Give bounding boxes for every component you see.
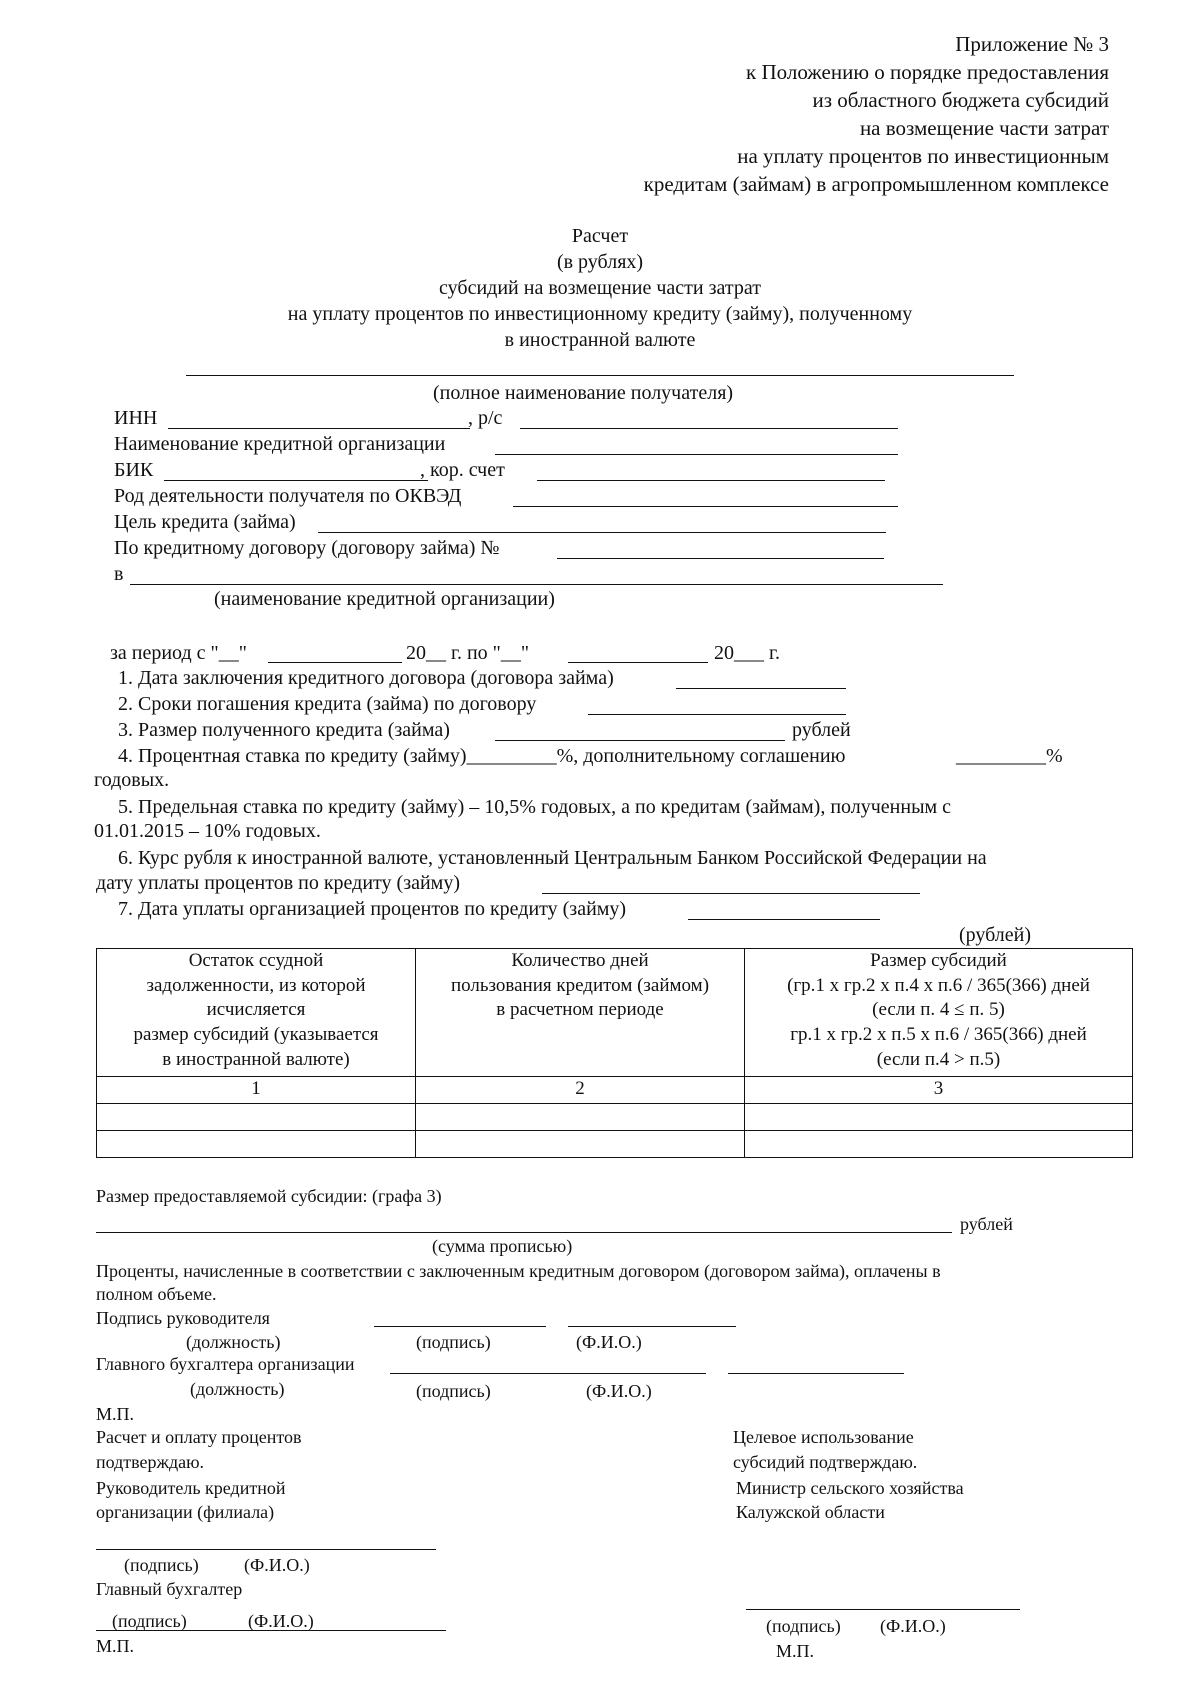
confirm-line: организации (филиала) [96, 1502, 275, 1522]
table-number-row [97, 1077, 1133, 1104]
bank-field[interactable] [130, 584, 943, 585]
head-fio-line[interactable] [568, 1326, 736, 1327]
header-line: кредитам (займам) в агропромышленном комплексе [643, 172, 1109, 196]
confirm-line: Руководитель кредитной [96, 1478, 286, 1498]
item-2-label: 2. Сроки погашения кредита (займа) по договору [118, 693, 537, 715]
okved-label: Род деятельности получателя по ОКВЭД [114, 485, 462, 507]
item-7-field[interactable] [688, 919, 880, 920]
item-4-suffix: годовых. [94, 769, 170, 791]
recipient-caption: (полное наименование получателя) [433, 382, 734, 404]
goal-field[interactable] [318, 532, 886, 533]
okved-field[interactable] [513, 506, 898, 507]
item-7-label: 7. Дата уплаты организацией процентов по кредиту (займу) [118, 898, 627, 920]
goal-label: Цель кредита (займа) [114, 511, 296, 533]
item-4-additional-field[interactable]: _________% [956, 745, 1063, 767]
post-caption: (должность) [190, 1379, 285, 1399]
table-cell[interactable] [745, 1104, 1133, 1131]
col-3-number: 3 [745, 1077, 1133, 1104]
contract-label: По кредитному договору (договору займа) № [114, 537, 500, 559]
bank-in-label: в [114, 563, 124, 585]
item-6-cont: дату уплаты процентов по кредиту (займу) [96, 872, 460, 894]
bank-name-field[interactable] [495, 454, 898, 455]
item-3-label: 3. Размер полученного кредита (займа) [118, 719, 450, 741]
fio-caption: (Ф.И.О.) [586, 1381, 652, 1401]
item-6-label: 6. Курс рубля к иностранной валюте, установленный Центральным Банком Российской Федерации на [118, 847, 987, 869]
col-3-header: Размер субсидий (гр.1 х гр.2 х п.4 х п.6 / 365(366) дней (если п. 4 ≤ п. 5) гр.1 х гр.2 х п.5 х п.6 / 365(366) дней (если п.4 > п.5) [745, 949, 1133, 1077]
head-signature-line[interactable] [374, 1326, 546, 1327]
table-unit: (рублей) [959, 924, 1032, 946]
signature-caption: (подпись) [416, 1381, 491, 1401]
minister-signature-line[interactable] [746, 1609, 1020, 1610]
rs-field[interactable] [520, 428, 898, 429]
chief-accountant-signature-line[interactable] [390, 1373, 706, 1374]
paid-statement: Проценты, начисленные в соответствии с заключенным кредитным договором (договором займа), оплачены в [96, 1261, 941, 1281]
fio-caption: (Ф.И.О.) [576, 1332, 642, 1352]
fio-caption: (Ф.И.О.) [248, 1611, 314, 1631]
confirm-line: подтверждаю. [96, 1452, 205, 1472]
header-line: на уплату процентов по инвестиционным [737, 144, 1109, 168]
head-sign-label: Подпись руководителя [96, 1308, 270, 1328]
subsidy-size-label: Размер предоставляемой субсидии: (графа 3) [96, 1186, 442, 1206]
table-row [97, 1104, 1133, 1131]
title-line: на уплату процентов по инвестиционному кредиту (займу), полученному [287, 303, 913, 325]
item-2-field[interactable] [588, 714, 846, 715]
recipient-name-field[interactable] [186, 375, 1014, 376]
item-5-label: 5. Предельная ставка по кредиту (займу) – 10,5% годовых, а по кредитам (займам), полученным с [118, 796, 952, 818]
col-2-header: Количество дней пользования кредитом (займом) в расчетном периоде [416, 949, 745, 1077]
period-from-label: за период с "__" [110, 642, 247, 664]
signature-caption: (подпись) [766, 1616, 841, 1636]
bank-caption: (наименование кредитной организации) [214, 588, 555, 610]
sum-caption: (сумма прописью) [432, 1236, 573, 1256]
bank-name-label: Наименование кредитной организации [114, 433, 446, 455]
header-line: на возмещение части затрат [859, 116, 1109, 140]
bank-head-signature-line[interactable] [96, 1549, 436, 1550]
appendix-number: Приложение № 3 [955, 32, 1109, 56]
inn-field[interactable] [168, 428, 470, 429]
item-5-cont: 01.01.2015 – 10% годовых. [94, 820, 321, 842]
rs-label: , р/с [468, 407, 503, 429]
fio-caption: (Ф.И.О.) [244, 1555, 310, 1575]
period-from-month-field[interactable] [268, 662, 402, 663]
stamp-place: М.П. [96, 1404, 135, 1424]
period-year-label: 20___ г. [714, 642, 780, 664]
ministry-confirm-line: Министр сельского хозяйства [736, 1478, 964, 1498]
item-1-label: 1. Дата заключения кредитного договора (договора займа) [118, 667, 614, 689]
paid-statement-cont: полном объеме. [96, 1284, 217, 1304]
chief-accountant-label: Главного бухгалтера организации [96, 1354, 355, 1374]
table-row [97, 1131, 1133, 1158]
fio-caption: (Ф.И.О.) [880, 1616, 946, 1636]
col-1-number: 1 [97, 1077, 416, 1104]
item-3-unit: рублей [792, 719, 851, 741]
ministry-confirm-line: субсидий подтверждаю. [733, 1452, 918, 1472]
table-cell[interactable] [745, 1131, 1133, 1158]
table-cell[interactable] [416, 1131, 745, 1158]
item-3-field[interactable] [495, 740, 785, 741]
page-title: Расчет [571, 225, 629, 247]
bank-chief-accountant-label: Главный бухгалтер [96, 1579, 243, 1599]
signature-caption: (подпись) [416, 1332, 491, 1352]
ministry-confirm-line: Целевое использование [733, 1427, 914, 1447]
header-line: к Положению о порядке предоставления [746, 60, 1109, 84]
kor-account-field[interactable] [537, 480, 885, 481]
item-1-field[interactable] [676, 688, 846, 689]
subsidy-sum-unit: рублей [960, 1214, 1013, 1234]
col-2-number: 2 [416, 1077, 745, 1104]
item-4-label: 4. Процентная ставка по кредиту (займу)_________%, дополнительному соглашению [118, 745, 846, 767]
item-6-field[interactable] [542, 893, 920, 894]
inn-label: ИНН [114, 407, 158, 429]
stamp-place: М.П. [776, 1641, 815, 1661]
stamp-place: М.П. [96, 1636, 135, 1656]
title-line: в иностранной валюте [504, 329, 696, 351]
post-caption: (должность) [186, 1332, 281, 1352]
confirm-line: Расчет и оплату процентов [96, 1427, 302, 1447]
table-header-row [97, 949, 1133, 1077]
table-cell[interactable] [97, 1104, 416, 1131]
signature-caption: (подпись) [124, 1555, 199, 1575]
subsidy-table [96, 948, 1133, 1158]
kor-label: , кор. счет [420, 459, 505, 481]
header-line: из областного бюджета субсидий [812, 88, 1109, 112]
table-cell[interactable] [97, 1131, 416, 1158]
subsidy-sum-field[interactable] [96, 1232, 952, 1233]
chief-accountant-fio-line[interactable] [728, 1373, 904, 1374]
period-to-month-field[interactable] [568, 662, 708, 663]
ministry-confirm-line: Калужской области [736, 1502, 885, 1522]
table-cell[interactable] [416, 1104, 745, 1131]
title-line: субсидий на возмещение части затрат [439, 277, 761, 299]
bik-field[interactable] [164, 480, 428, 481]
period-to-label: 20__ г. по "__" [406, 642, 529, 664]
contract-number-field[interactable] [557, 558, 884, 559]
title-line: (в рублях) [556, 251, 644, 273]
col-1-header: Остаток ссудной задолженности, из которой исчисляется размер субсидий (указывается в иностранной валюте) [97, 949, 416, 1077]
signature-caption: (подпись) [112, 1611, 187, 1631]
bik-label: БИК [114, 459, 154, 481]
